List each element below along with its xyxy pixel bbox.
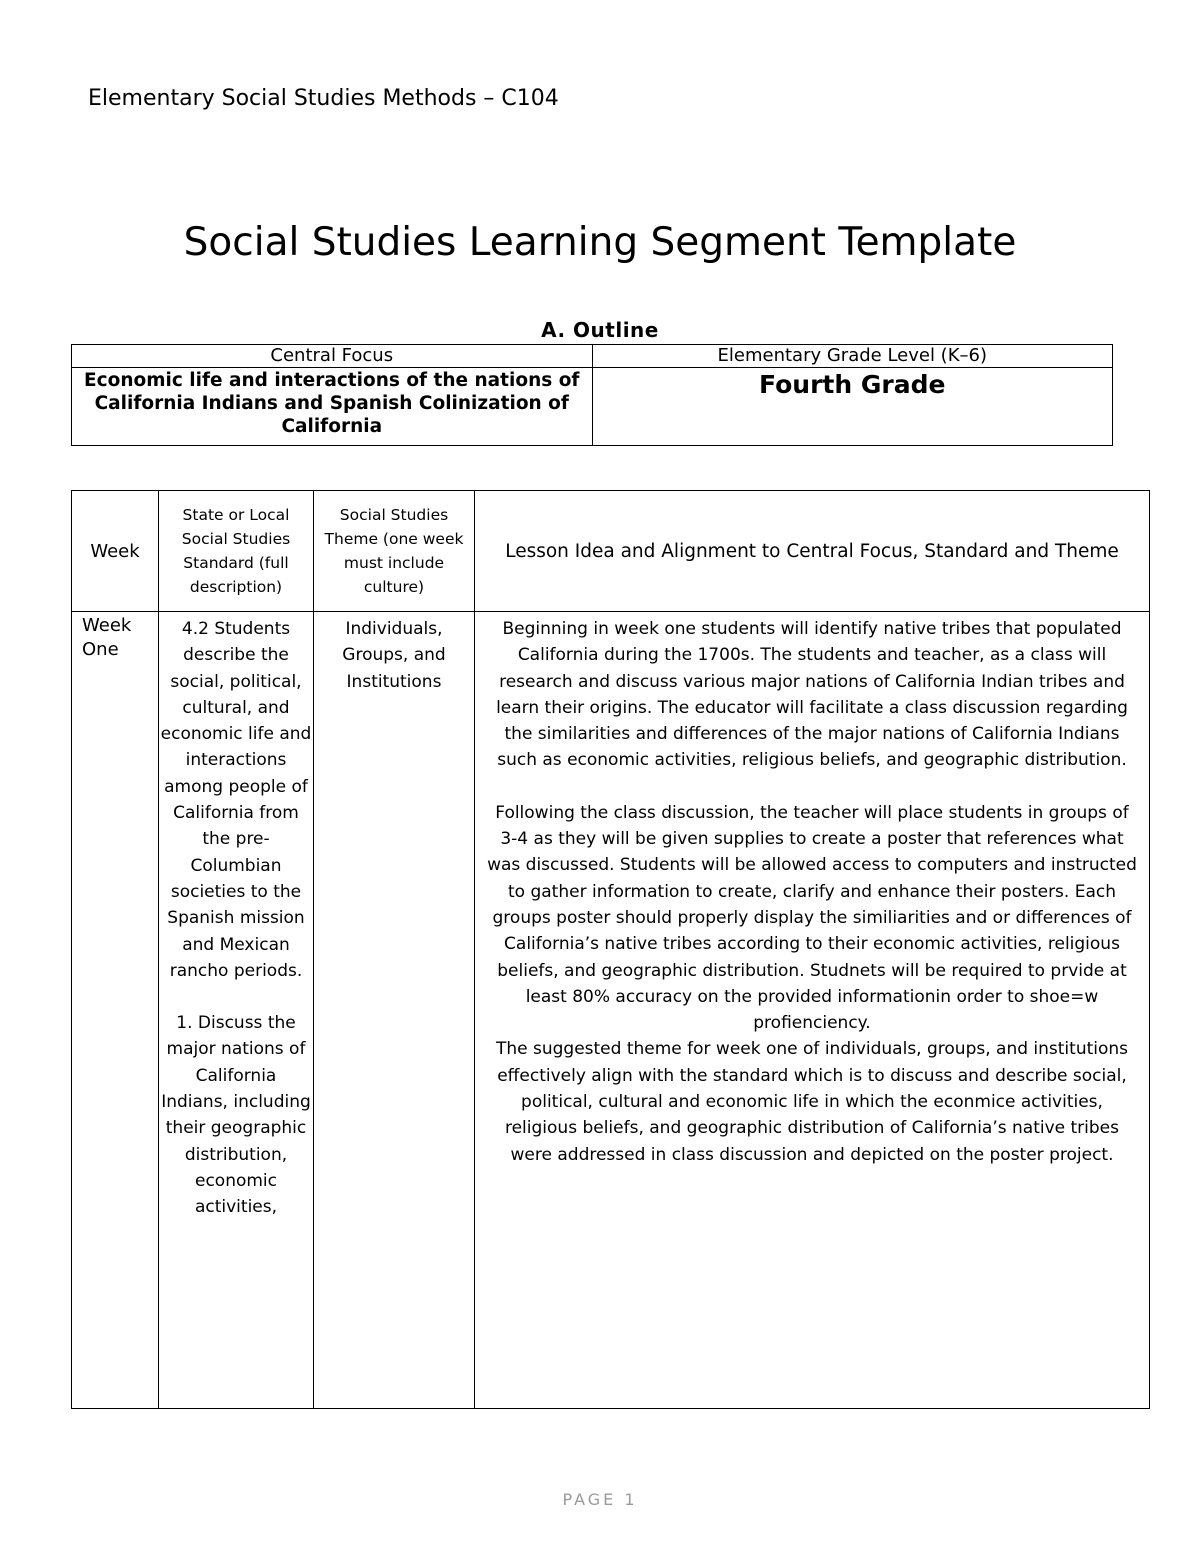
lesson-paragraph-3: The suggested theme for week one of individuals, groups, and institutions effectively align with the standard which is to discuss and describe social, political, cultural and economic life in which the econmice activities, religious beliefs, and geographic distribution of California’s native tribes were addressed in class discussion and depicted on the poster project.: [495, 1039, 1129, 1165]
header-standard: State or Local Social Studies Standard (full description): [159, 491, 314, 612]
paragraph-gap: [487, 774, 1137, 800]
lesson-paragraph-1: Beginning in week one students will identify native tribes that populated California during the 1700s. The students and teacher, as a class will research and discuss various major nations of California Indian tribes and learn their origins. The educator will facilitate a class discussion regarding the similarities and differences of the major nations of California Indians such as economic activities, religious beliefs, and geographic distribution.: [496, 619, 1128, 771]
paragraph-gap: [160, 984, 312, 1010]
theme-cell: Individuals, Groups, and Institutions: [314, 612, 475, 1409]
lesson-cell: [475, 612, 1150, 1409]
document-header: Elementary Social Studies Methods – C104: [88, 86, 559, 111]
header-theme: Social Studies Theme (one week must include culture): [314, 491, 475, 612]
standard-description: 4.2 Students describe the social, political, cultural, and economic life and interactions among people of California from the pre-Columbian societies to the Spanish mission and Mexican rancho periods.: [160, 619, 312, 981]
page-title: Social Studies Learning Segment Template: [183, 220, 1017, 265]
learning-segment-table: [71, 490, 1150, 1409]
outline-header-row: [72, 345, 1113, 368]
lesson-paragraph-2: Following the class discussion, the teacher will place students in groups of 3-4 as they will be given supplies to create a poster that references what was discussed. Students will be allowed access to computers and instructed to gather information to create, clarify and enhance their posters. Each groups poster should properly display the similiarities and or differences of California’s native tribes according to their economic activities, religious beliefs, and geographic distribution. Studnets will be required to prvide at least 80% accuracy on the provided informationin order to shoe=w profienciency.: [487, 802, 1137, 1034]
grade-level-value: Fourth Grade: [592, 368, 1113, 446]
central-focus-value: Economic life and interactions of the nations of California Indians and Spanish Colinization of California: [72, 368, 593, 446]
page-number: PAGE 1: [562, 1490, 638, 1509]
outline-table: [71, 344, 1113, 446]
standard-subpoint: 1. Discuss the major nations of California Indians, including their geographic distribution, economic activities,: [161, 1013, 311, 1218]
table-row: [72, 612, 1150, 1409]
week-cell: Week One: [72, 612, 159, 1409]
table-header-row: [72, 491, 1150, 612]
outline-value-row: [72, 368, 1113, 446]
central-focus-label: Central Focus: [72, 345, 593, 368]
standard-cell: [159, 612, 314, 1409]
outline-heading: A. Outline: [541, 318, 659, 342]
header-week: Week: [72, 491, 159, 612]
grade-level-label: Elementary Grade Level (K–6): [592, 345, 1113, 368]
header-lesson: Lesson Idea and Alignment to Central Focus, Standard and Theme: [475, 491, 1150, 612]
